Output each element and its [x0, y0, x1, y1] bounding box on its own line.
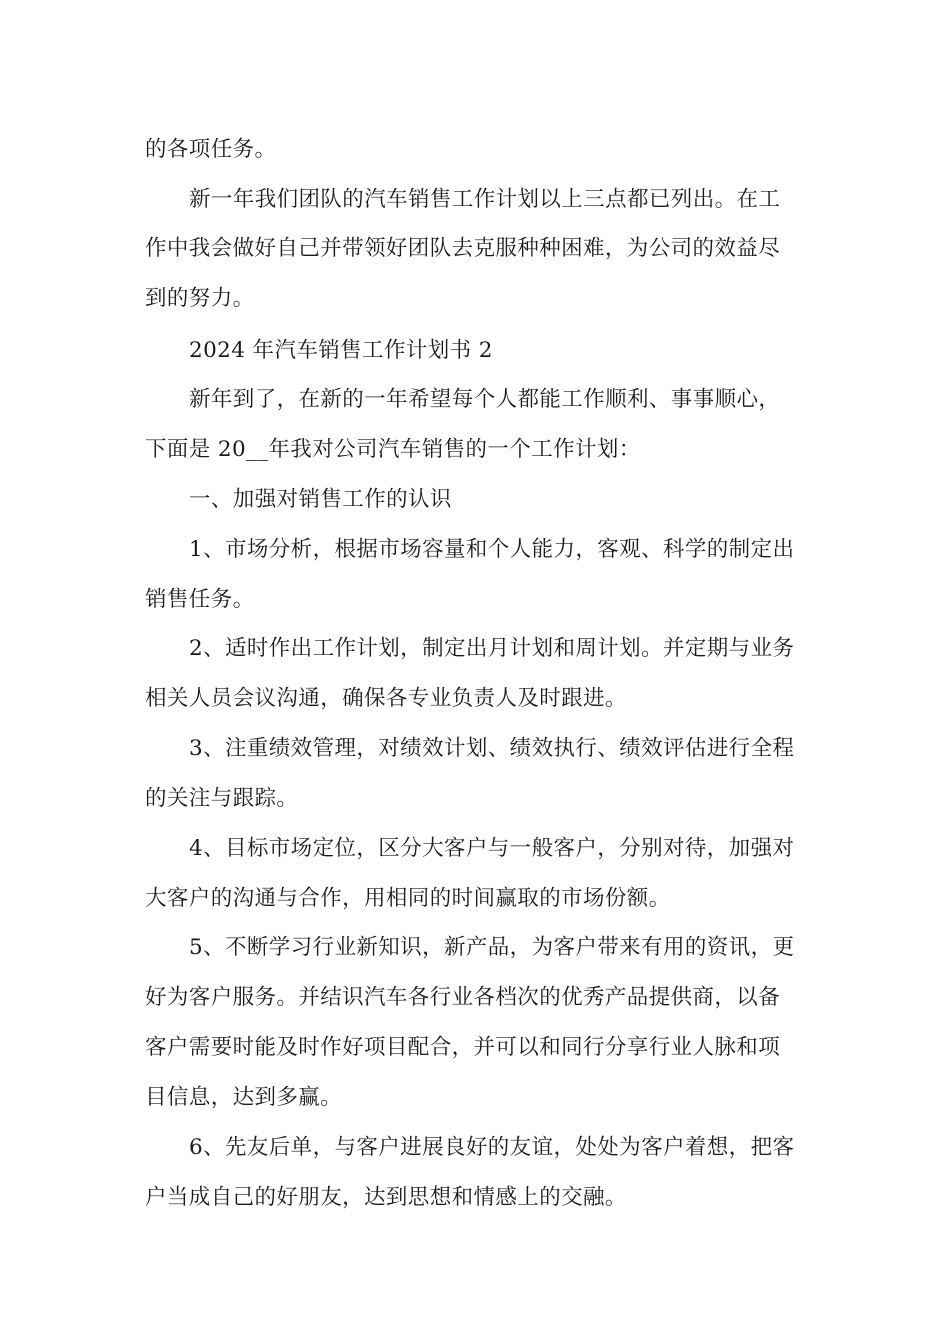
text-line: 户当成自己的好朋友，达到思想和情感上的交融。 — [145, 1185, 627, 1210]
text-line: 的关注与跟踪。 — [145, 786, 299, 811]
text-line: 好为客户服务。并结识汽车各行业各档次的优秀产品提供商，以备 — [145, 985, 781, 1010]
text-line: 的各项任务。 — [145, 137, 277, 162]
text-line: 大客户的沟通与合作，用相同的时间赢取的市场份额。 — [145, 886, 671, 911]
subheading: 一、加强对销售工作的认识 — [189, 487, 452, 512]
text-line: 销售任务。 — [145, 587, 255, 612]
text-line: 目信息，达到多赢。 — [145, 1085, 343, 1110]
text-line: 作中我会做好自己并带领好团队去克服种种困难，为公司的效益尽 — [145, 236, 781, 261]
text-line: 相关人员会议沟通，确保各专业负责人及时跟进。 — [145, 686, 627, 711]
text-line: 6、先友后单，与客户进展良好的友谊，处处为客户着想，把客 — [189, 1135, 795, 1160]
text-line: 客户需要时能及时作好项目配合，并可以和同行分享行业人脉和项 — [145, 1035, 781, 1060]
text-line: 新一年我们团队的汽车销售工作计划以上三点都已列出。在工 — [189, 187, 781, 212]
text-line: 5、不断学习行业新知识，新产品，为客户带来有用的资讯，更 — [189, 935, 795, 960]
section-heading: 2024 年汽车销售工作计划书 2 — [189, 338, 493, 363]
text-line: 新年到了，在新的一年希望每个人都能工作顺利、事事顺心， — [189, 387, 781, 412]
text-line: 3、注重绩效管理，对绩效计划、绩效执行、绩效评估进行全程 — [189, 736, 795, 761]
text-line: 1、市场分析，根据市场容量和个人能力，客观、科学的制定出 — [189, 537, 795, 562]
text-line: 4、目标市场定位，区分大客户与一般客户，分别对待，加强对 — [189, 836, 795, 861]
text-line: 2、适时作出工作计划，制定出月计划和周计划。并定期与业务 — [189, 636, 795, 661]
text-line: 到的努力。 — [145, 286, 255, 311]
text-line: 下面是 20__年我对公司汽车销售的一个工作计划： — [145, 437, 641, 462]
